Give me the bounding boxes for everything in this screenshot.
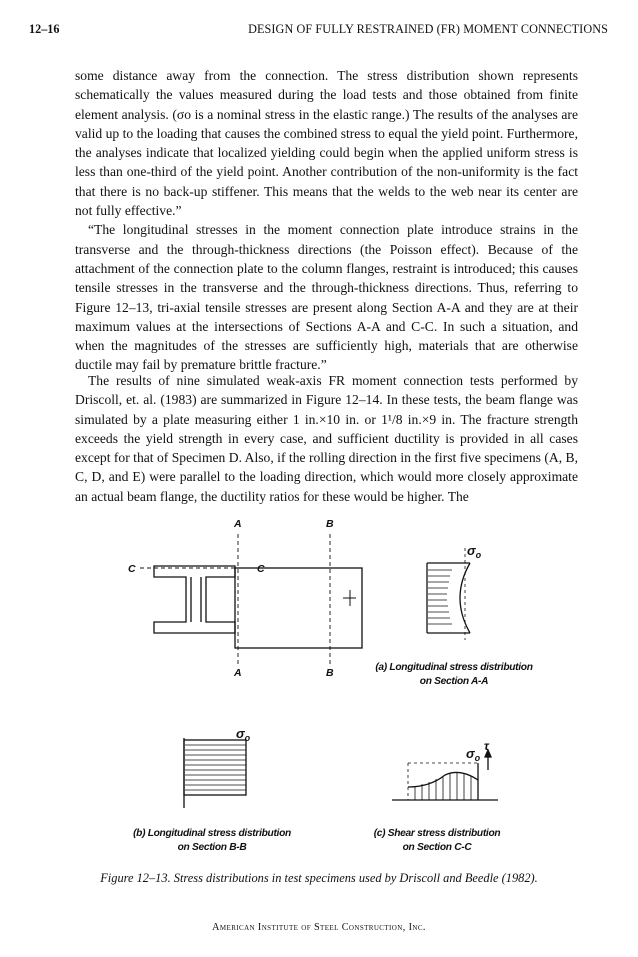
stress-diagram-a (427, 548, 470, 640)
subcaption-b-line1: (b) Longitudinal stress distribution (133, 828, 291, 839)
label-b-top: B (326, 518, 334, 530)
column-section (154, 566, 235, 633)
page-number: 12–16 (29, 22, 60, 36)
label-c-right: C (257, 563, 265, 575)
paragraph-2: “The longitudinal stresses in the moment connection plate introduce strains in the transverse and the through-thickness directions (the Poisson effect). Because of the attachment of the connection plate to the column flanges, restraint is introduced; this causes tensile stresses in the transverse and the through-thickness directions. Thus, referring to Figure 12–13, tri-axial tensile stresses are present along Section A-A and they are at their maximum values at the intersections of Sections A-A and C-C. In such a situation, and when the magnitudes of the stresses are sufficiently high, materials that are otherwise ductile may fail by premature brittle fracture.” (75, 222, 578, 373)
paragraph-3: The results of nine simulated weak-axis FR moment connection tests performed by Driscoll, et. al. (1983) are summarized in Figure 12–14. In these tests, the beam flange was simulated by a plate measuring either 1 in.×10 in. or 1¹/8 in.×9 in. The fracture strength exceeds the yield strength in every case, and sufficient ductility is provided in all cases except for that of Specimen D. Also, if the rolling direction in the first five specimens (A, B, C, D, and E) were parallel to the loading direction, which would more closely approximate an actual beam flange, the ductility ratios for these would be higher. The (75, 373, 578, 504)
sigma-label-a: $\sigma_o$ (467, 543, 482, 560)
paragraph-1: some distance away from the connection. The stress distribution shown represents schematically the values measured during the load tests and those obtained from finite element analysis. (σo is a nominal stress in the elastic range.) The results of the analyses are valid up to the loading that causes the combined stress to equal the yield point. Furthermore, the analyses indicate that localized yielding could begin when the applied uniform stress is less than one-third of the yield point. Another contribution of the non-uniformity is the fact that there is no back-up stiffener. This means that the welds to the web near its center are not fully effective.” (75, 68, 578, 219)
label-a-bottom: A (234, 667, 242, 679)
label-c-left: C (128, 563, 136, 575)
subcaption-c-line2: on Section C-C (402, 842, 472, 853)
figure-caption: Figure 12–13. Stress distributions in test specimens used by Driscoll and Beedle (1982). (100, 871, 538, 885)
connection-plate (235, 568, 362, 648)
subcaption-b-line2: on Section B-B (177, 842, 247, 853)
sigma-label-c: $\sigma_o$ (466, 746, 481, 763)
stress-diagram-b (184, 738, 246, 808)
tau-label: τ (484, 739, 489, 753)
subcaption-a-line2: on Section A-A (419, 676, 489, 687)
label-b-bottom: B (326, 667, 334, 679)
page-footer: American Institute of Steel Construction, Inc. (212, 922, 426, 933)
label-a-top: A (234, 518, 242, 530)
stress-diagram-c (392, 750, 498, 800)
running-title: DESIGN OF FULLY RESTRAINED (FR) MOMENT CONNECTIONS (248, 22, 608, 36)
sigma-label-b: $\sigma_o$ (236, 726, 251, 743)
subcaption-c-line1: (c) Shear stress distribution (373, 828, 501, 839)
subcaption-a-line1: (a) Longitudinal stress distribution (375, 662, 533, 673)
